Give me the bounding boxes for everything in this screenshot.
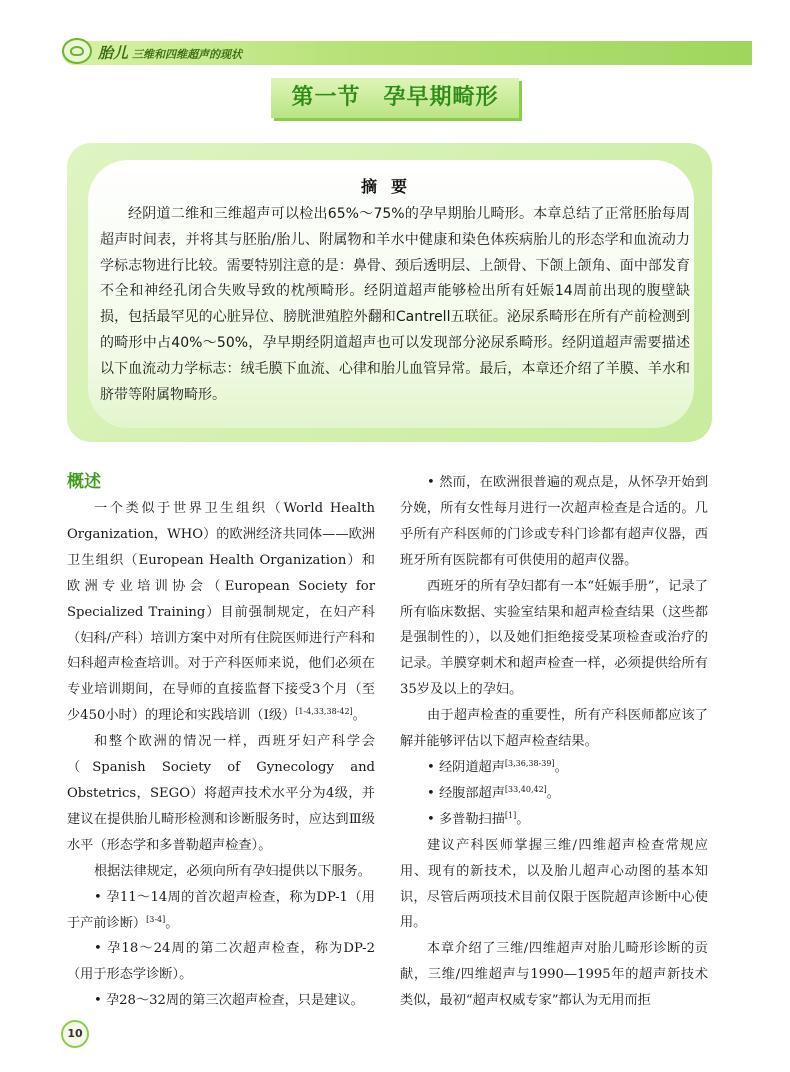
abstract-text: 经阴道二维和三维超声可以检出65%～75%的孕早期胎儿畸形。本章总结了正常胚胎每周超声时间表，并将其与胚胎/胎儿、附属物和羊水中健康和染色体疾病胎儿的形态学和血流动力学标志物进行比较。需要特别注意的是：鼻骨、颈后透明层、上颌骨、下颌上颌角、面中部发育不全和神经孔闭合失败导致的枕颅畸形。经阴道超声能够检出所有妊娠14周前出现的腹壁缺损，包括最罕见的心脏异位、膀胱泄殖腔外翻和Cantrell五联征。泌尿系畸形在所有产前检测到的畸形中占40%～50%，孕早期经阴道超声也可以发现部分泌尿系畸形。经阴道超声需要描述以下血流动力学标志：绒毛膜下血流、心律和胎儿血管异常。最后，本章还介绍了羊膜、羊水和脐带等附属物畸形。 (100, 206, 690, 403)
left-paragraph-2: 和整个欧洲的情况一样，西班牙妇产科学会（Spanish Society of Gynecology and Obstetrics，SEGO）将超声技术水平分为4级，并建议在提供胎儿畸形检测和诊断服务时，应达到Ⅲ级水平（形态学和多普勒超声检查）。 (67, 734, 375, 853)
right-paragraph-3: 由于超声检查的重要性，所有产科医师都应该了解并能够评估以下超声检查结果。 (400, 708, 708, 750)
running-header (98, 42, 242, 63)
right-list-item-3: • 多普勒扫描[1]。 (427, 810, 530, 827)
left-list-item-3: • 孕28～32周的第三次超声检查，只是建议。 (94, 993, 364, 1009)
right-paragraph-4: 建议产科医师掌握三维/四维超声检查常规应用、现有的新技术，以及胎儿超声心动图的基本知识，尽管后两项技术目前仅限于医院超声诊断中心使用。 (400, 837, 708, 931)
overview-heading: 概述 (67, 472, 101, 492)
right-paragraph-5: 本章介绍了三维/四维超声对胎儿畸形诊断的贡献，三维/四维超声与1990—1995年的超声新技术类似，最初“超声权威专家”都认为无用而拒 (400, 941, 708, 1009)
section-title: 第一节 孕早期畸形 (291, 85, 499, 110)
page-number: 10 (67, 1027, 83, 1040)
header-title-main: 胎儿 (98, 44, 129, 62)
right-paragraph-2: 西班牙的所有孕妇都有一本“妊娠手册”，记录了所有临床数据、实验室结果和超声检查结果（这些都是强制性的），以及她们拒绝接受某项检查或治疗的记录。羊膜穿刺术和超声检查一样，必须提供给所有35岁及以上的孕妇。 (400, 578, 708, 698)
left-list-item-2: • 孕18～24周的第二次超声检查，称为DP-2（用于形态学诊断）。 (67, 941, 375, 983)
right-list-item-2: • 经腹部超声[33,40,42]。 (427, 784, 560, 801)
citation-ref: [3,36,38-39] (504, 758, 555, 768)
abstract-heading: 摘要 (360, 177, 421, 196)
right-paragraph-1: • 然而，在欧洲很普遍的观点是，从怀孕开始到分娩，所有女性每月进行一次超声检查是合适的。几乎所有产科医师的门诊或专科门诊都有超声仪器，西班牙所有医院都有可供使用的超声仪器。 (400, 475, 708, 568)
left-paragraph-3: 根据法律规定，必须向所有孕妇提供以下服务。 (94, 863, 371, 879)
citation-ref: [1-4,33,38-42] (295, 707, 353, 717)
right-column (400, 470, 708, 1014)
citation-ref: [3-4] (146, 914, 166, 924)
left-paragraph-1: 一个类似于世界卫生组织（World Health Organization，WHO）的欧洲经济共同体——欧洲卫生组织（European Health Organization）和欧洲专业培训协会（European Society for Specialized Training）目前强制规定，在妇产科（妇科/产科）培训方案中对所有住院医师进行产科和妇科超声检查培训。对于产科医师来说，他们必须在专业培训期间，在导师的直接监督下接受3个月（至少450小时）的理论和实践培训（Ⅰ级）[1-4,33,38-42]。 (67, 501, 375, 724)
header-title-sub: 三维和四维超声的现状 (132, 48, 243, 61)
citation-ref: [1] (504, 810, 517, 820)
citation-ref: [33,40,42] (504, 784, 547, 794)
left-column (67, 470, 375, 1014)
left-list-item-1: • 孕11～14周的首次超声检查，称为DP-1（用于产前诊断）[3-4]。 (67, 889, 375, 931)
fetus-logo-icon (62, 38, 92, 64)
right-list-item-1: • 经阴道超声[3,36,38-39]。 (427, 758, 568, 775)
